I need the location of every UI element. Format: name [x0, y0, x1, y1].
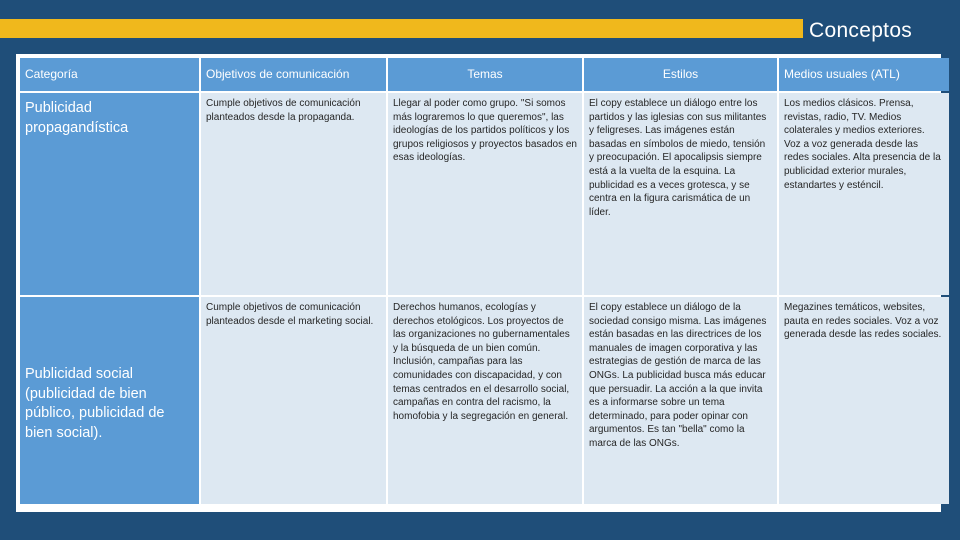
title-accent-bar	[0, 19, 803, 38]
table-row	[20, 93, 949, 295]
row-category: Publicidad social (publicidad de bien público, publicidad de bien social).	[20, 297, 199, 504]
row-objectives: Cumple objetivos de comunicación planteados desde la propaganda.	[201, 93, 386, 295]
row-themes: Llegar al poder como grupo. "Si somos más lograremos lo que queremos", las ideologías de los partidos políticos y los grupos religiosos y proyectos basados en esas ideologías.	[388, 93, 582, 295]
row-media: Los medios clásicos. Prensa, revistas, radio, TV. Medios colaterales y medios exteriores. Voz a voz generada desde las redes sociales. Alta presencia de la publicidad exterior murales, estandartes y esténcil.	[779, 93, 949, 295]
row-category: Publicidad propagandística	[20, 93, 199, 295]
header-themes: Temas	[388, 58, 582, 91]
row-styles: El copy establece un diálogo de la sociedad consigo misma. Las imágenes están basadas en las directrices de los manuales de imagen corporativa y las estrategias de gestión de marca de las ONGs. La publicidad busca más educar que persuadir. La acción a la que invita es a informarse sobre un tema determinado, para poder opinar con argumentos. Es tan "bella" como la marca de las ONGs.	[584, 297, 777, 504]
table-header-row	[20, 58, 949, 91]
concepts-table	[18, 56, 951, 506]
table-row	[20, 297, 949, 504]
header-objectives: Objetivos de comunicación	[201, 58, 386, 91]
slide-title: Conceptos	[809, 19, 913, 42]
row-objectives: Cumple objetivos de comunicación planteados desde el marketing social.	[201, 297, 386, 504]
header-media: Medios usuales (ATL)	[779, 58, 949, 91]
concepts-table-frame	[16, 54, 941, 512]
row-styles: El copy establece un diálogo entre los partidos y las iglesias con sus militantes y feligreses. Las imágenes están basadas en símbolos de miedo, tensión y preocupación. El apocalipsis siempre está a la vuelta de la esquina. La publicidad es a veces grotesca, y se centra en la figura carismática de un líder.	[584, 93, 777, 295]
header-category: Categoría	[20, 58, 199, 91]
row-media: Megazines temáticos, websites, pauta en redes sociales. Voz a voz generada desde las redes sociales.	[779, 297, 949, 504]
header-styles: Estilos	[584, 58, 777, 91]
row-themes: Derechos humanos, ecologías y derechos etológicos. Los proyectos de las organizaciones no gubernamentales y la búsqueda de un bien común. Inclusión, campañas para las comunidades con discapacidad, y con temas centrados en el desarrollo social, campañas en contra del racismo, la homofobia y la segregación en general.	[388, 297, 582, 504]
